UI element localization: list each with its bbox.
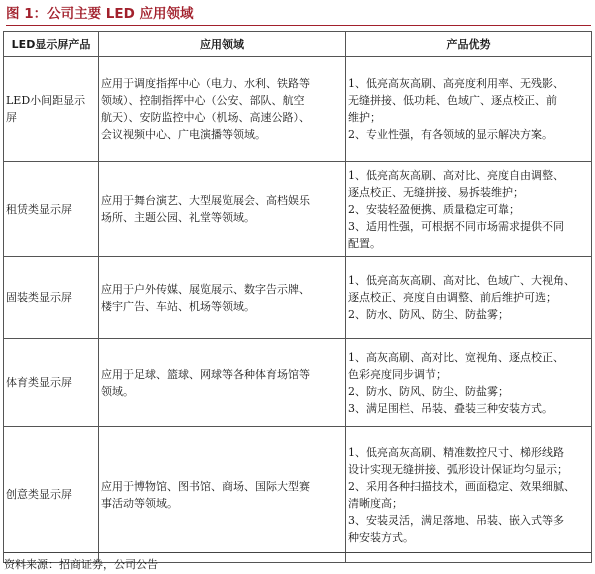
cell-line: 种安装方式。 (348, 530, 414, 544)
cell-line: 应用于舞台演艺、大型展览展会、高档娱乐 (101, 194, 310, 207)
cell-line: 创意类显示屏 (6, 488, 72, 501)
advantages-cell (346, 427, 592, 563)
cell-line: 2、采用各种扫描技术，画面稳定、效果细腻、 (348, 479, 575, 493)
table-row (4, 162, 592, 257)
cell-line: 2、专业性强，有各领域的显示解决方案。 (348, 128, 553, 141)
cell-line: 清晰度高； (348, 496, 403, 510)
cell-line: 1、高灰高刷、高对比、宽视角、逐点校正、 (348, 350, 564, 364)
cell-line: 体育类显示屏 (6, 376, 72, 389)
product-cell (4, 339, 99, 427)
cell-line: 3、满足围栏、吊装、叠装三种安装方式。 (348, 401, 553, 415)
cell-line: 2、安装轻盈便携、质量稳定可靠； (348, 202, 520, 216)
cell-line: 应用于调度指挥中心（电力、水利、铁路等 (101, 77, 310, 90)
advantages-cell (346, 57, 592, 162)
product-cell (4, 427, 99, 563)
applications-cell (99, 57, 346, 162)
cell-line: 应用于足球、篮球、网球等各种体育场馆等 (101, 367, 310, 381)
cell-line: 2、防水、防风、防尘、防盐雾； (348, 308, 509, 321)
header-advantages: 产品优势 (346, 32, 592, 57)
cell-line: 2、防水、防风、防尘、防盐雾； (348, 384, 509, 398)
cell-line: 3、安装灵活，满足落地、吊装、嵌入式等多 (348, 513, 564, 527)
applications-cell (99, 162, 346, 257)
cell-line: 色彩亮度同步调节； (348, 367, 447, 381)
cell-line: 设计实现无缝拼接、弧形设计保证均匀显示； (348, 462, 568, 476)
source-note: 资料来源：招商证券，公司公告 (4, 552, 591, 572)
table-row (4, 257, 592, 339)
cell-line: 1、低亮高灰高刷、高亮度利用率、无残影、 (348, 77, 564, 90)
cell-line: 楼宇广告、车站、机场等领域。 (101, 299, 255, 313)
cell-line: 屏 (6, 111, 17, 124)
table-header-row (4, 32, 592, 57)
cell-line: 固装类显示屏 (6, 291, 72, 304)
table-row (4, 57, 592, 162)
cell-line: 会议视频中心、广电演播等领域。 (101, 128, 266, 141)
table-row (4, 427, 592, 563)
advantages-cell (346, 257, 592, 339)
cell-line: 应用于博物馆、图书馆、商场、国际大型赛 (101, 479, 310, 493)
product-cell (4, 257, 99, 339)
cell-line: 应用于户外传媒、展览展示、数字告示牌、 (101, 282, 310, 296)
cell-line: 领域。 (101, 384, 134, 398)
table-row (4, 339, 592, 427)
header-applications: 应用领域 (99, 32, 346, 57)
advantages-cell (346, 339, 592, 427)
cell-line: 无缝拼接、低功耗、色域广、逐点校正、前 (348, 94, 557, 107)
led-application-table (3, 31, 592, 563)
cell-line: 场所、主题公园、礼堂等领域。 (101, 211, 255, 224)
header-product: LED显示屏产品 (4, 32, 99, 57)
cell-line: 维护； (348, 111, 381, 124)
advantages-cell (346, 162, 592, 257)
cell-line: 配置。 (348, 236, 381, 250)
product-cell (4, 57, 99, 162)
cell-line: 航天）、安防监控中心（机场、高速公路）、 (101, 111, 310, 124)
applications-cell (99, 257, 346, 339)
cell-line: 逐点校正、亮度自由调整、前后维护可选； (348, 291, 557, 304)
cell-line: 领域）、控制指挥中心（公安、部队、航空 (101, 94, 305, 107)
figure-title: 图 1：公司主要 LED 应用领域 (6, 4, 591, 26)
cell-line: 事活动等领域。 (101, 496, 178, 510)
applications-cell (99, 339, 346, 427)
cell-line: 1、低亮高灰高刷、高对比、亮度自由调整、 (348, 168, 564, 182)
cell-line: 租赁类显示屏 (6, 202, 72, 216)
cell-line: 1、低亮高灰高刷、高对比、色域广、大视角、 (348, 274, 575, 287)
cell-line: 1、低亮高灰高刷、精准数控尺寸、梯形线路 (348, 445, 564, 459)
cell-line: 逐点校正、无缝拼接、易拆装维护； (348, 185, 524, 199)
applications-cell (99, 427, 346, 563)
cell-line: LED小间距显示 (6, 94, 86, 107)
cell-line: 3、适用性强，可根据不同市场需求提供不同 (348, 219, 564, 233)
product-cell (4, 162, 99, 257)
